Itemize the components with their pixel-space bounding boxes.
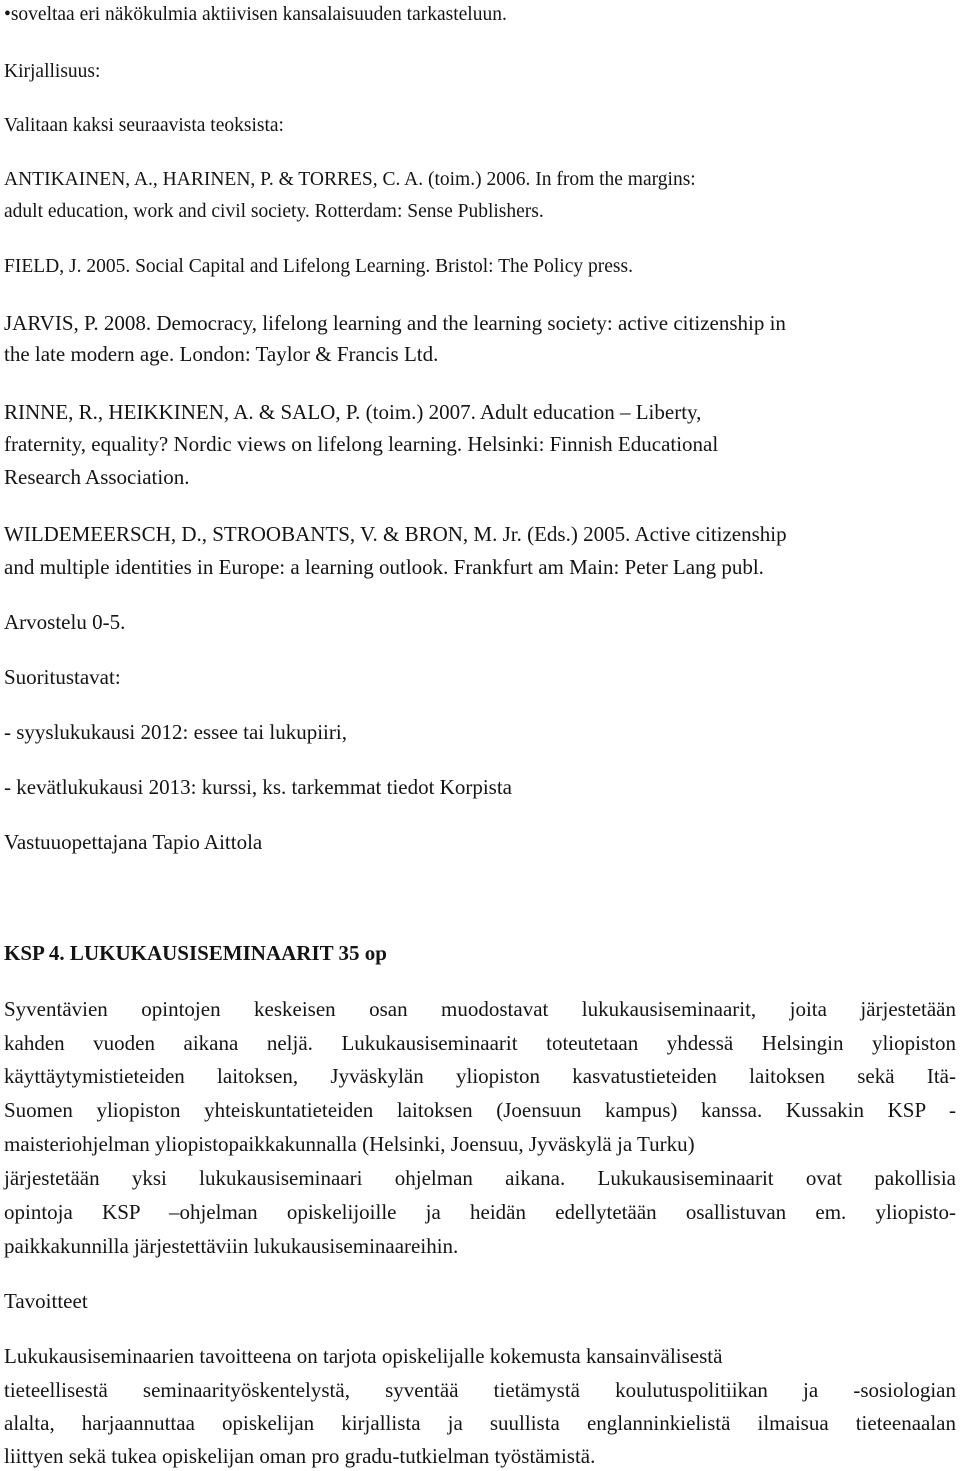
reference-line: JARVIS, P. 2008. Democracy, lifelong learning and the learning society: active citizenship in bbox=[4, 311, 786, 335]
description-line: järjestetään yksi lukukausiseminaari ohjelman aikana. Lukukausiseminaarit ovat pakollisia bbox=[4, 1166, 956, 1190]
reference-line: RINNE, R., HEIKKINEN, A. & SALO, P. (toim.) 2007. Adult education – Liberty, bbox=[4, 400, 702, 424]
reference-line: fraternity, equality? Nordic views on lifelong learning. Helsinki: Finnish Educational bbox=[4, 432, 719, 456]
description-line: käyttäytymistieteiden laitoksen, Jyväskylän yliopiston kasvatustieteiden laitoksen sekä Itä- bbox=[4, 1064, 956, 1088]
reference-line: WILDEMEERSCH, D., STROOBANTS, V. & BRON, M. Jr. (Eds.) 2005. Active citizenship bbox=[4, 522, 787, 546]
reference-line: Research Association. bbox=[4, 465, 190, 489]
objective-bullet: •soveltaa eri näkökulmia aktiivisen kansalaisuuden tarkasteluun. bbox=[4, 4, 507, 25]
description-line: Suomen yliopiston yhteiskuntatieteiden laitoksen (Joensuun kampus) kanssa. Kussakin KSP - bbox=[4, 1098, 956, 1122]
completion-item: - kevätlukukausi 2013: kurssi, ks. tarkemmat tiedot Korpista bbox=[4, 775, 512, 799]
goals-line: alalta, harjaannuttaa opiskelijan kirjallista ja suullista englanninkielistä ilmaisua tieteenaalan bbox=[4, 1411, 956, 1435]
section-title: KSP 4. LUKUKAUSISEMINAARIT 35 op bbox=[4, 941, 387, 965]
description-line: Syventävien opintojen keskeisen osan muodostavat lukukausiseminaarit, joita järjestetään bbox=[4, 997, 956, 1021]
completion-heading: Suoritustavat: bbox=[4, 665, 121, 689]
literature-heading: Kirjallisuus: bbox=[4, 61, 101, 82]
goals-line: tieteellisestä seminaarityöskentelystä, syventää tietämystä koulutuspolitiikan ja -sosiologian bbox=[4, 1378, 956, 1402]
choose-instruction: Valitaan kaksi seuraavista teoksista: bbox=[4, 115, 284, 136]
reference-line: adult education, work and civil society. Rotterdam: Sense Publishers. bbox=[4, 201, 544, 222]
reference-line: and multiple identities in Europe: a learning outlook. Frankfurt am Main: Peter Lang publ. bbox=[4, 555, 764, 579]
reference-line: FIELD, J. 2005. Social Capital and Lifelong Learning. Bristol: The Policy press. bbox=[4, 256, 633, 277]
description-line: kahden vuoden aikana neljä. Lukukausiseminaarit toteutetaan yhdessä Helsingin yliopiston bbox=[4, 1031, 956, 1055]
description-line: maisteriohjelman yliopistopaikkakunnalla (Helsinki, Joensuu, Jyväskylä ja Turku) bbox=[4, 1132, 695, 1156]
reference-line: ANTIKAINEN, A., HARINEN, P. & TORRES, C. A. (toim.) 2006. In from the margins: bbox=[4, 169, 696, 190]
description-line: opintoja KSP –ohjelman opiskelijoille ja heidän edellytetään osallistuvan em. yliopisto- bbox=[4, 1200, 956, 1224]
reference-line: the late modern age. London: Taylor & Francis Ltd. bbox=[4, 342, 439, 366]
responsible-teacher: Vastuuopettajana Tapio Aittola bbox=[4, 830, 263, 854]
description-line: paikkakunnilla järjestettäviin lukukausiseminaareihin. bbox=[4, 1234, 459, 1258]
goals-line: liittyen sekä tukea opiskelijan oman pro gradu-tutkielman työstämistä. bbox=[4, 1444, 596, 1468]
completion-item: - syyslukukausi 2012: essee tai lukupiiri, bbox=[4, 720, 347, 744]
goals-line: Lukukausiseminaarien tavoitteena on tarjota opiskelijalle kokemusta kansainvälisestä bbox=[4, 1344, 723, 1368]
goals-heading: Tavoitteet bbox=[4, 1289, 88, 1313]
grading-text: Arvostelu 0-5. bbox=[4, 610, 126, 634]
